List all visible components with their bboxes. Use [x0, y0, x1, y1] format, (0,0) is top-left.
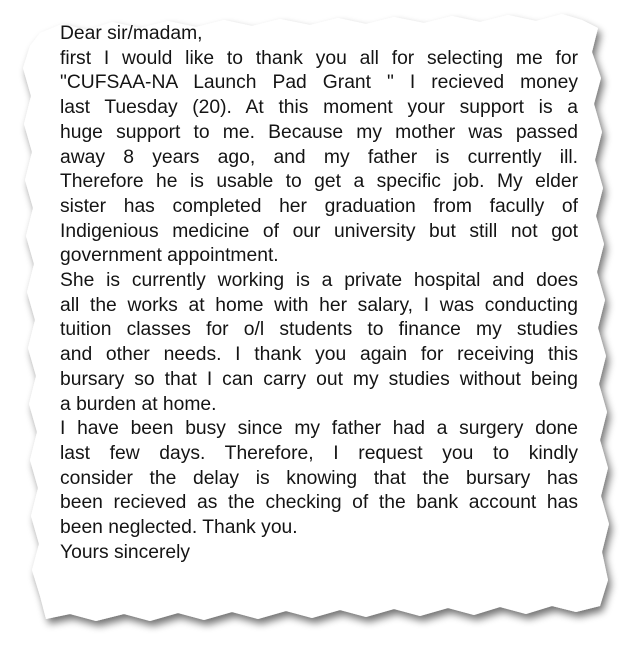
letter-line: last Tuesday (20). At this moment your support is a	[60, 97, 578, 119]
letter-line: been neglected. Thank you.	[60, 517, 298, 539]
letter-line: huge support to me. Because my mother was passed	[60, 121, 578, 143]
letter-line: a burden at home.	[60, 393, 217, 415]
letter-line: Therefore he is usable to get a specific job. My elder	[60, 171, 578, 193]
letter-line: and other needs. I thank you again for receiving this	[60, 344, 578, 366]
letter-line: bursary so that I can carry out my studies without being	[60, 368, 578, 390]
letter-line: all the works at home with her salary, I was conducting	[60, 294, 578, 316]
letter-line: Yours sincerely	[60, 541, 191, 563]
letter-line: Indigenious medicine of our university but still not got	[60, 220, 578, 242]
letter-line: Dear sir/madam,	[60, 23, 203, 44]
letter-line: sister has completed her graduation from facully of	[60, 195, 578, 217]
letter-line: been recieved as the checking of the bank account has	[60, 492, 578, 514]
letter-line: tuition classes for o/l students to finance my studies	[60, 319, 578, 341]
letter-line: away 8 years ago, and my father is currently ill.	[60, 146, 578, 168]
letter-line: last few days. Therefore, I request you to kindly	[60, 442, 578, 464]
letter-line: I have been busy since my father had a surgery done	[60, 418, 578, 440]
letter-line: consider the delay is knowing that the bursary has	[60, 467, 578, 489]
letter-body	[60, 22, 578, 565]
letter-line: She is currently working is a private hospital and does	[60, 270, 578, 292]
letter-line: first I would like to thank you all for selecting me for	[60, 47, 578, 69]
letter-line: "CUFSAA-NA Launch Pad Grant " I recieved money	[60, 72, 578, 94]
letter-line: government appointment.	[60, 245, 279, 267]
